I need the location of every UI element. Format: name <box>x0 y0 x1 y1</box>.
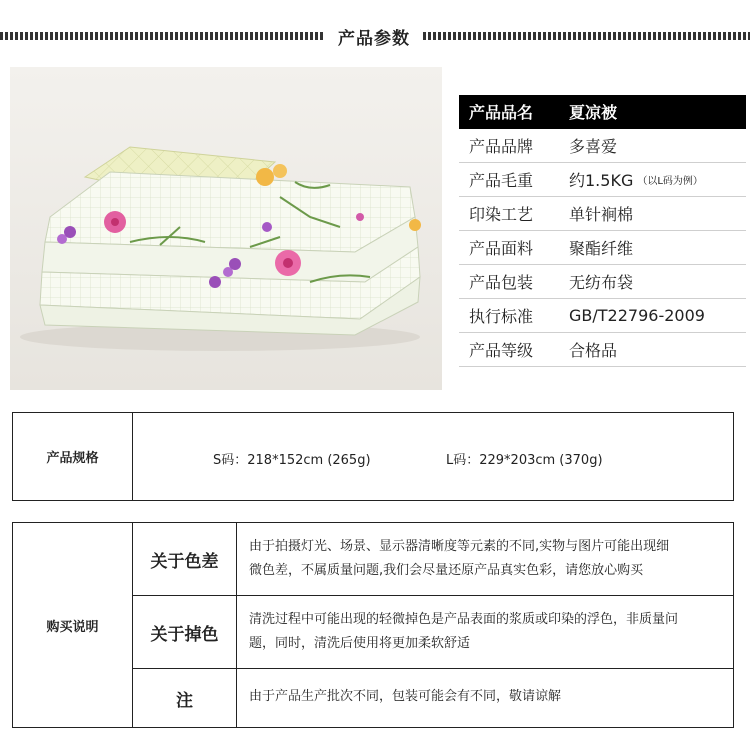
spec-row <box>459 231 746 265</box>
spec-row <box>459 95 746 129</box>
note-line: 清洗过程中可能出现的轻微掉色是产品表面的浆质或印染的浮色，非质量问 <box>249 612 679 627</box>
spec-key: 产品等级 <box>469 341 534 360</box>
spec-key: 产品毛重 <box>469 171 534 190</box>
note-line: 由于产品生产批次不同，包装可能会有不同，敬请谅解 <box>249 689 562 704</box>
note-key: 注 <box>133 669 237 727</box>
spec-value: 约1.5KG <box>569 171 634 190</box>
header-bar-right <box>423 32 750 40</box>
spec-row <box>459 129 746 163</box>
spec-key: 印染工艺 <box>469 205 534 224</box>
note-line: 题，同时，清洗后使用将更加柔软舒适 <box>249 636 471 651</box>
spec-key: 产品包装 <box>469 273 534 292</box>
spec-value: 聚酯纤维 <box>569 239 634 258</box>
spec-value: 合格品 <box>569 341 618 360</box>
spec-value: 单针裥棉 <box>569 205 634 224</box>
product-photo <box>10 67 442 390</box>
spec-value: GB/T22796-2009 <box>569 306 705 325</box>
spec-key: 产品品牌 <box>469 137 534 156</box>
spec-table <box>459 95 746 367</box>
size-l: L码：229*203cm (370g) <box>446 453 603 468</box>
section-header <box>0 22 750 50</box>
spec-key: 执行标准 <box>469 307 534 326</box>
spec-key: 产品面料 <box>469 239 534 258</box>
note-row <box>133 523 733 596</box>
size-table <box>12 412 734 501</box>
note-row <box>133 596 733 669</box>
spec-row <box>459 333 746 367</box>
spec-row <box>459 197 746 231</box>
spec-key: 产品品名 <box>469 103 534 122</box>
purchase-notes-table <box>12 522 734 728</box>
note-line: 微色差，不属质量问题,我们会尽量还原产品真实色彩，请您放心购买 <box>249 563 644 578</box>
note-row <box>133 669 733 727</box>
note-text <box>249 685 725 709</box>
spec-value: 无纺布袋 <box>569 273 634 292</box>
note-text <box>249 535 725 583</box>
note-key: 关于掉色 <box>133 596 237 668</box>
header-bar-left <box>0 32 325 40</box>
spec-row <box>459 163 746 197</box>
note-text <box>249 608 725 656</box>
spec-value: 多喜爱 <box>569 137 618 156</box>
spec-row <box>459 265 746 299</box>
note-key: 关于色差 <box>133 523 237 595</box>
note-line: 由于拍摄灯光、场景、显示器清晰度等元素的不同,实物与图片可能出现细 <box>249 539 670 554</box>
spec-value: 夏凉被 <box>569 103 618 122</box>
spec-note: （以L码为例） <box>637 176 703 187</box>
purchase-notes-label: 购买说明 <box>13 523 133 727</box>
size-label: 产品规格 <box>13 413 133 500</box>
section-title: 产品参数 <box>338 29 410 49</box>
size-s: S码：218*152cm (265g) <box>213 453 371 468</box>
spec-row <box>459 299 746 333</box>
